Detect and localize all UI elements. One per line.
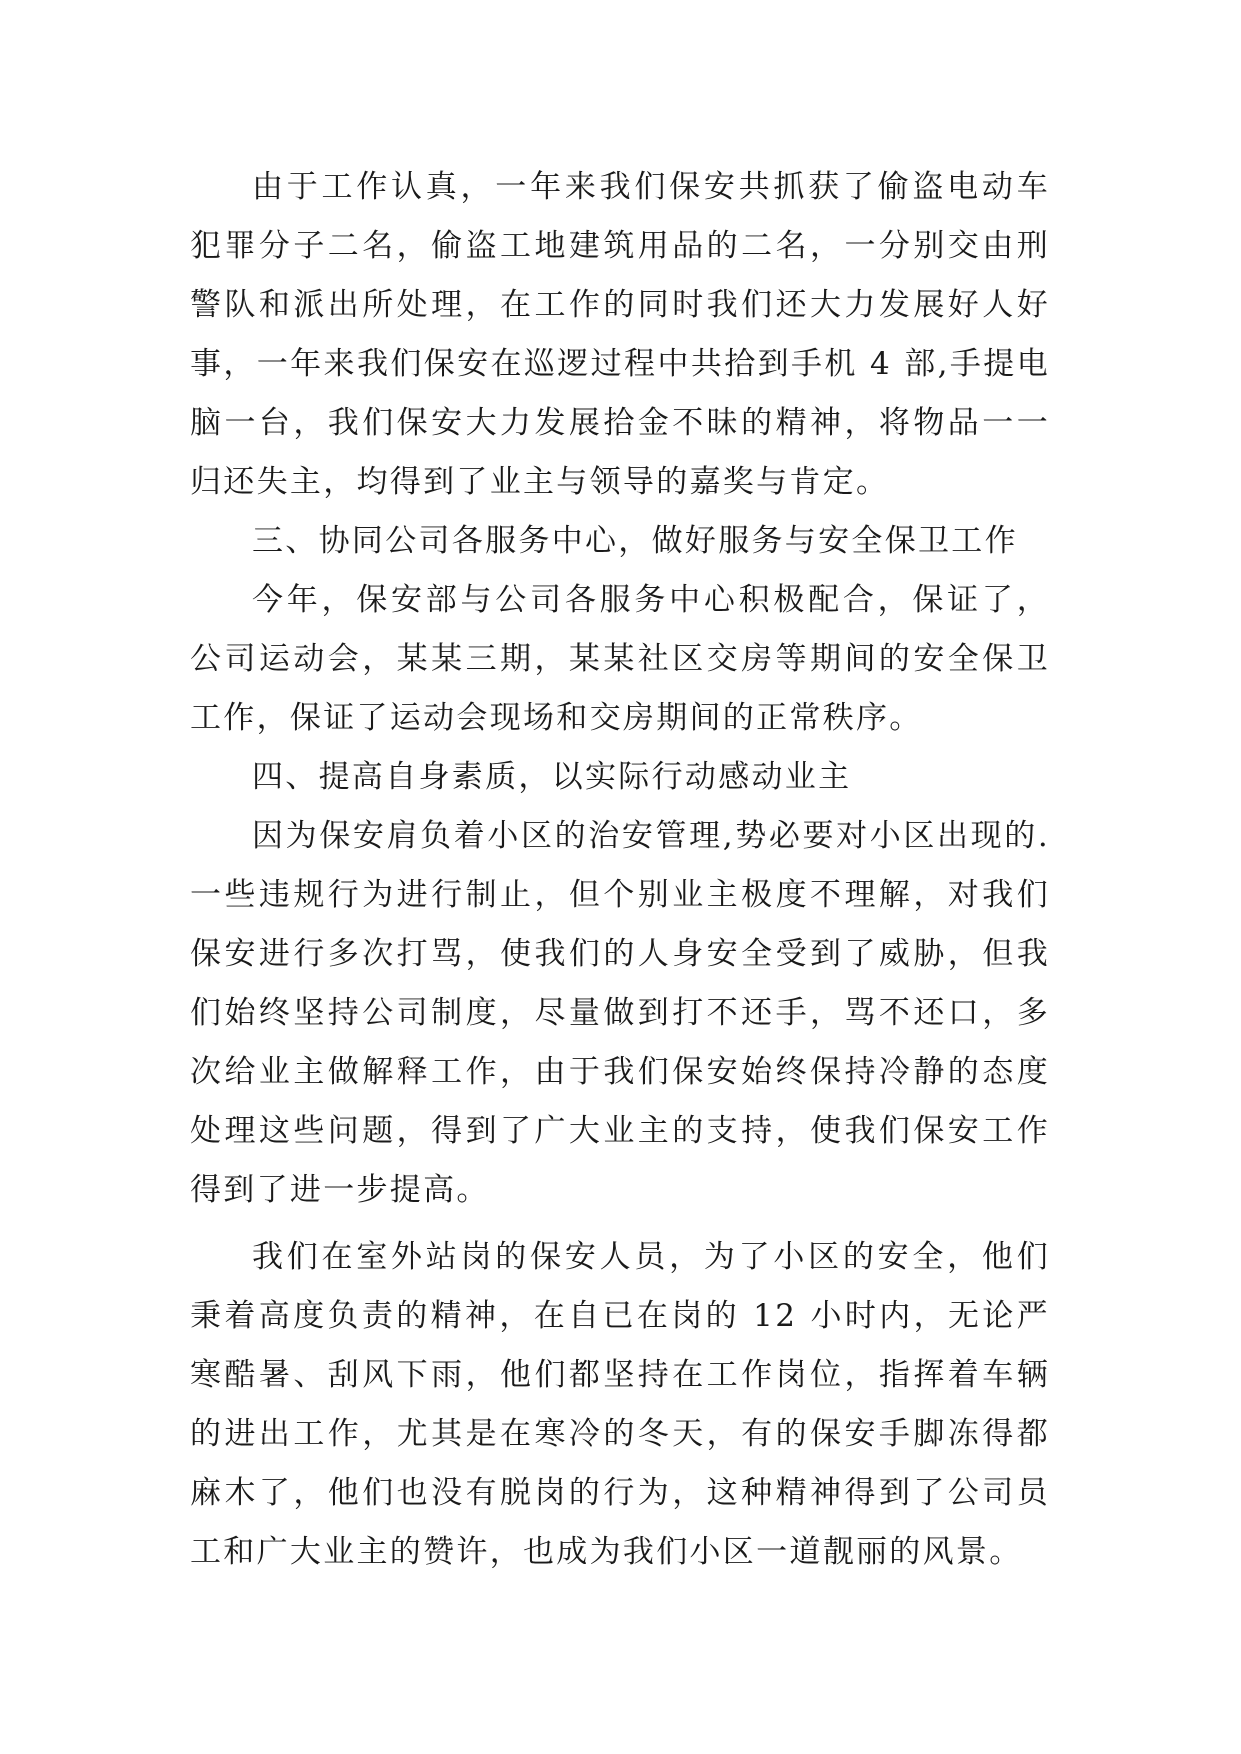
section-heading-4: 四、提高自身素质，以实际行动感动业主 (252, 759, 852, 795)
section-heading-3: 三、协同公司各服务中心，做好服务与安全保卫工作 (252, 523, 1018, 559)
paragraph-self-improvement: 因为保安肩负着小区的治安管理,势必要对小区出现的.一些违规行为进行制止，但个别业主极度不理解，对我们保安进行多次打骂，使我们的人身安全受到了威胁，但我们始终坚持公司制度，尽量做到打不还手，骂不还口，多次给业主做解释工作，由于我们保安始终保持冷静的态度处理这些问题，得到了广大业主的支持，使我们保安工作得到了进一步提高。 (190, 818, 1050, 1208)
paragraph-outdoor-guards: 我们在室外站岗的保安人员，为了小区的安全，他们秉着高度负责的精神，在自已在岗的 12 小时内，无论严寒酷暑、刮风下雨，他们都坚持在工作岗位，指挥着车辆的进出工作，尤其是在寒冷的冬天，有的保安手脚冻得都麻木了，他们也没有脱岗的行为，这种精神得到了公司员工和广大业主的赞许，也成为我们小区一道靓丽的风景。 (190, 1239, 1050, 1570)
document-body (190, 158, 1050, 1582)
paragraph-cooperation: 今年，保安部与公司各服务中心积极配合，保证了，公司运动会，某某三期，某某社区交房等期间的安全保卫工作，保证了运动会现场和交房期间的正常秩序。 (190, 582, 1050, 736)
paragraph-achievements: 由于工作认真，一年来我们保安共抓获了偷盗电动车犯罪分子二名，偷盗工地建筑用品的二名，一分别交由刑警队和派出所处理，在工作的同时我们还大力发展好人好事，一年来我们保安在巡逻过程中共拾到手机 4 部,手提电脑一台，我们保安大力发展拾金不昧的精神，将物品一一归还失主，均得到了业主与领导的嘉奖与肯定。 (190, 169, 1050, 500)
